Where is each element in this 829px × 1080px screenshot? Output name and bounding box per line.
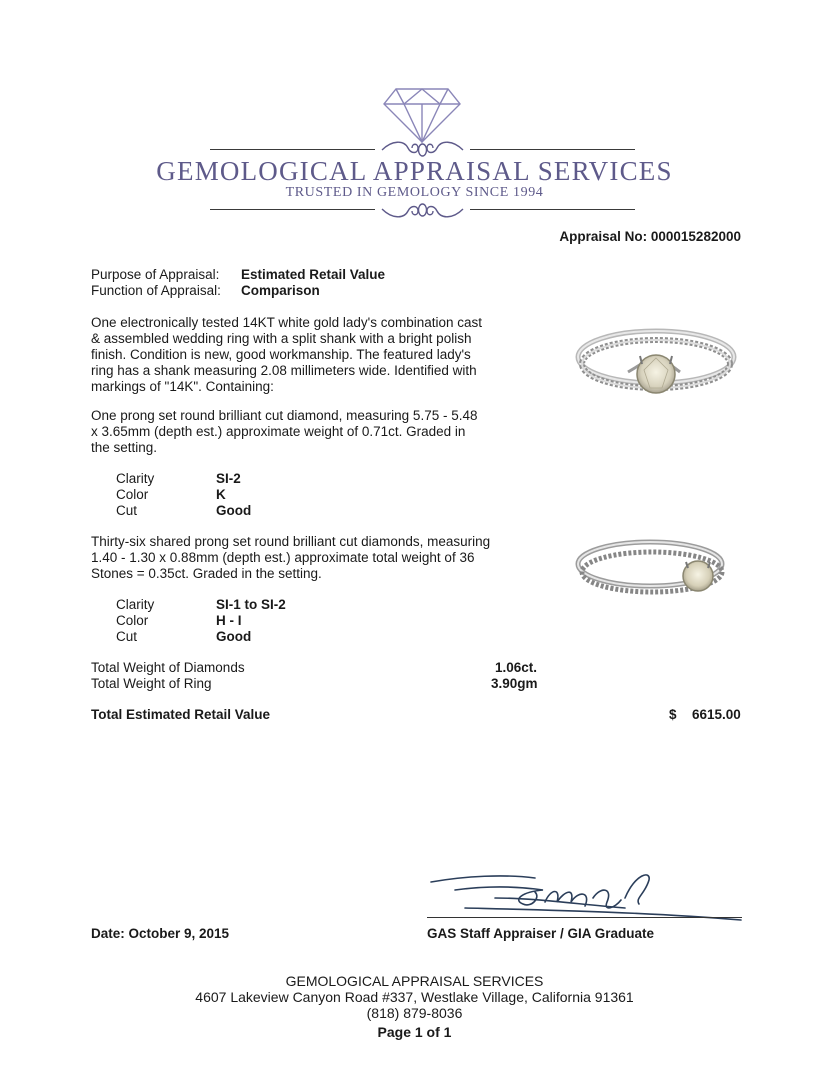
side-stones-line: Thirty-six shared prong set round brilliant cut diamonds, measuring — [91, 534, 491, 549]
item-description-line: markings of "14K". Containing: — [91, 379, 274, 394]
side-stones-description — [91, 534, 511, 582]
item-description-line: finish. Condition is new, good workmanship. The featured lady's — [91, 347, 471, 362]
center-stone-line: the setting. — [91, 440, 158, 455]
item-description-line: ring has a shank measuring 2.08 millimeters wide. Identified with — [91, 363, 477, 378]
total-retail-value: 6615.00 — [692, 707, 741, 722]
center-stone-description — [91, 408, 496, 456]
purpose-row — [91, 267, 385, 283]
spec-label: Color — [116, 487, 149, 502]
spec-label: Color — [116, 613, 149, 628]
center-stone-line: x 3.65mm (depth est.) approximate weight of 0.71ct. Graded in — [91, 424, 466, 439]
spec-row-color — [116, 487, 316, 503]
signature-line — [427, 917, 742, 918]
side-stones-specs — [116, 597, 366, 645]
spec-label: Cut — [116, 503, 138, 518]
spec-row-cut — [116, 503, 316, 519]
spec-row-clarity — [116, 597, 366, 613]
spec-label: Cut — [116, 629, 138, 644]
center-stone-specs — [116, 471, 316, 519]
diamond-logo-icon — [382, 86, 462, 147]
appraiser-signature — [425, 868, 745, 927]
total-diamonds-label: Total Weight of Diamonds — [91, 660, 245, 675]
page-number: Page 1 of 1 — [377, 1024, 452, 1040]
total-retail-label: Total Estimated Retail Value — [91, 707, 271, 722]
footer-company: GEMOLOGICAL APPRAISAL SERVICES — [285, 973, 544, 989]
total-retail-currency: $ — [669, 707, 677, 722]
center-stone-line: One prong set round brilliant cut diamond, measuring 5.75 - 5.48 — [91, 408, 478, 423]
item-description-line: One electronically tested 14KT white gold lady's combination cast — [91, 315, 483, 330]
spec-value: Good — [216, 629, 252, 644]
ring-photo-bottom — [572, 528, 737, 616]
function-label: Function of Appraisal: — [91, 283, 221, 298]
function-value: Comparison — [241, 283, 320, 298]
spec-value: K — [216, 487, 226, 502]
appraiser-title: GAS Staff Appraiser / GIA Graduate — [427, 926, 655, 941]
spec-value: Good — [216, 503, 252, 518]
appraisal-date: Date: October 9, 2015 — [91, 926, 230, 941]
spec-label: Clarity — [116, 471, 155, 486]
purpose-value: Estimated Retail Value — [241, 267, 386, 282]
ring-photo-top — [568, 312, 743, 415]
side-stones-line: Stones = 0.35ct. Graded in the setting. — [91, 566, 322, 581]
spec-label: Clarity — [116, 597, 155, 612]
spec-row-clarity — [116, 471, 316, 487]
footer-phone: (818) 879-8036 — [366, 1005, 463, 1021]
spec-row-color — [116, 613, 366, 629]
total-ring-label: Total Weight of Ring — [91, 676, 212, 691]
total-ring-value: 3.90gm — [491, 676, 538, 691]
item-description-line: & assembled wedding ring with a split shank with a bright polish — [91, 331, 472, 346]
purpose-label: Purpose of Appraisal: — [91, 267, 220, 282]
ornament-bottom — [210, 201, 635, 221]
appraisal-number: Appraisal No: 000015282000 — [559, 229, 741, 244]
spec-row-cut — [116, 629, 366, 645]
company-logo-title: GEMOLOGICAL APPRAISAL SERVICES — [156, 156, 673, 186]
total-diamonds-value: 1.06ct. — [495, 660, 538, 675]
company-tagline: TRUSTED IN GEMOLOGY SINCE 1994 — [285, 185, 544, 200]
spec-value: SI-1 to SI-2 — [216, 597, 286, 612]
function-row — [91, 283, 320, 299]
spec-value: H - I — [216, 613, 242, 628]
item-description — [91, 315, 496, 395]
footer-address: 4607 Lakeview Canyon Road #337, Westlake Village, California 91361 — [195, 989, 634, 1005]
side-stones-line: 1.40 - 1.30 x 0.88mm (depth est.) approximate total weight of 36 — [91, 550, 475, 565]
spec-value: SI-2 — [216, 471, 241, 486]
